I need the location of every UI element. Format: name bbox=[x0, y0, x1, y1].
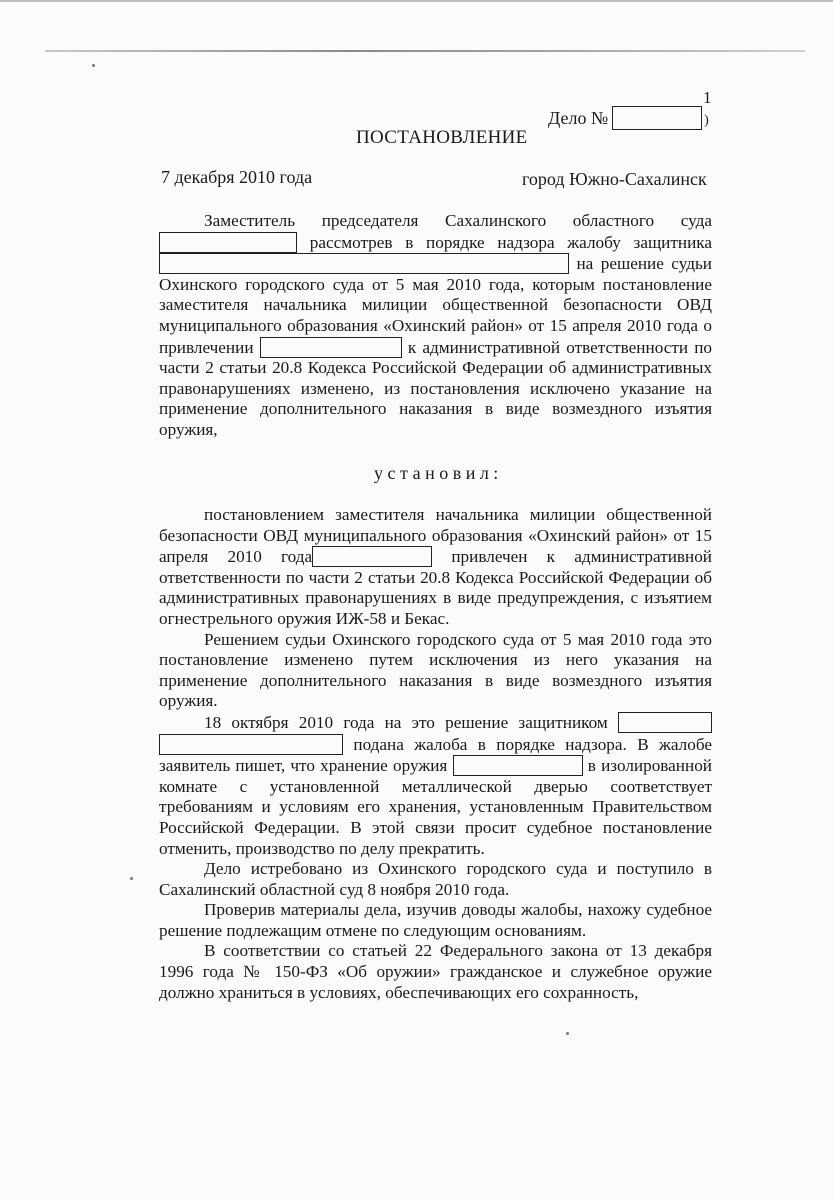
paragraph-4: Дело истребовано из Охинского городского суда и поступило в Сахалинский областной суд 8 ноября 2010 года. bbox=[159, 859, 712, 899]
p1-text-a: постановлением заместителя начальника милиции общественной безопасности ОВД муниципального образования «Охинский район» от 15 апреля 2010 года bbox=[159, 505, 712, 567]
redacted-person-name bbox=[312, 546, 432, 567]
redacted-person-name bbox=[453, 755, 583, 776]
redacted-defender-name bbox=[159, 253, 569, 274]
redacted-case-number-box bbox=[612, 106, 702, 130]
case-label: Дело № bbox=[548, 108, 609, 128]
scan-speck bbox=[92, 64, 95, 67]
scan-edge-line bbox=[0, 0, 833, 2]
intro-part2: рассмотрев в порядке надзора жалобу защитника bbox=[309, 232, 713, 252]
main-body bbox=[159, 505, 712, 1003]
paragraph-2: Решением судьи Охинского городского суда от 5 мая 2010 года это постановление изменено путем исключения из него указания на применение дополнительного наказания в виде возмездного изъятия оружия. bbox=[159, 629, 712, 711]
intro-part3: на решение судьи Охинского городского суда от 5 мая 2010 года, которым постановление заместителя начальника милиции общественной безопасности ОВД муниципального образования «Охинский район» от 15 апреля 2010 года о привлечении bbox=[159, 254, 712, 357]
paragraph-5: Проверив материалы дела, изучив доводы жалобы, нахожу судебное решение подлежащим отмене по следующим основаниям. bbox=[159, 900, 712, 940]
case-number bbox=[548, 106, 709, 130]
redacted-defender-name-cont bbox=[159, 734, 343, 755]
p3-text-a: 18 октября 2010 года на это решение защитником bbox=[204, 712, 608, 732]
scan-speck bbox=[566, 1032, 569, 1035]
document-title: ПОСТАНОВЛЕНИЕ bbox=[356, 127, 528, 148]
paragraph-3 bbox=[159, 712, 712, 859]
redacted-judge-name bbox=[159, 232, 297, 253]
scan-artifact-line bbox=[45, 50, 805, 52]
document-city: город Южно-Сахалинск bbox=[522, 169, 707, 189]
paragraph-1 bbox=[159, 505, 712, 630]
intro-paragraph bbox=[159, 211, 712, 441]
p3-text-c: в изолированной комнате с установленной металлической дверью соответствует требованиям и условиям его хранения, установленным Правительством Российской Федерации. В этой связи просит судебное постановление отменить, производство по делу прекратить. bbox=[159, 756, 712, 858]
case-tail: ) bbox=[704, 113, 709, 128]
page-number: 1 bbox=[703, 88, 712, 107]
intro-part4: к административной ответственности по части 2 статьи 20.8 Кодекса Российской Федерации об административных правонарушениях изменено, из постановления исключено указание на применение дополнительного наказания в виде возмездного изъятия оружия, bbox=[159, 337, 713, 439]
intro-part1: Заместитель председателя Сахалинского областного суда bbox=[204, 211, 712, 230]
p1-text-b: привлечен к административной ответственности по части 2 статьи 20.8 Кодекса Российской Федерации об административных правонарушениях в виде предупреждения, с изъятием огнестрельного оружия ИЖ-58 и Бекас. bbox=[159, 547, 713, 628]
redacted-defender-name bbox=[618, 712, 712, 733]
redacted-person-name bbox=[260, 337, 402, 358]
p3-text-b: подана жалоба в порядке надзора. В жалобе заявитель пишет, что хранение оружия bbox=[159, 734, 713, 776]
paragraph-6: В соответствии со статьей 22 Федерального закона от 13 декабря 1996 года № 150-ФЗ «Об оружии» гражданское и служебное оружие должно храниться в условиях, обеспечивающих его сохранность, bbox=[159, 941, 712, 1002]
scan-speck bbox=[130, 877, 133, 880]
established-heading: установил: bbox=[374, 463, 503, 483]
document-date: 7 декабря 2010 года bbox=[161, 167, 313, 187]
